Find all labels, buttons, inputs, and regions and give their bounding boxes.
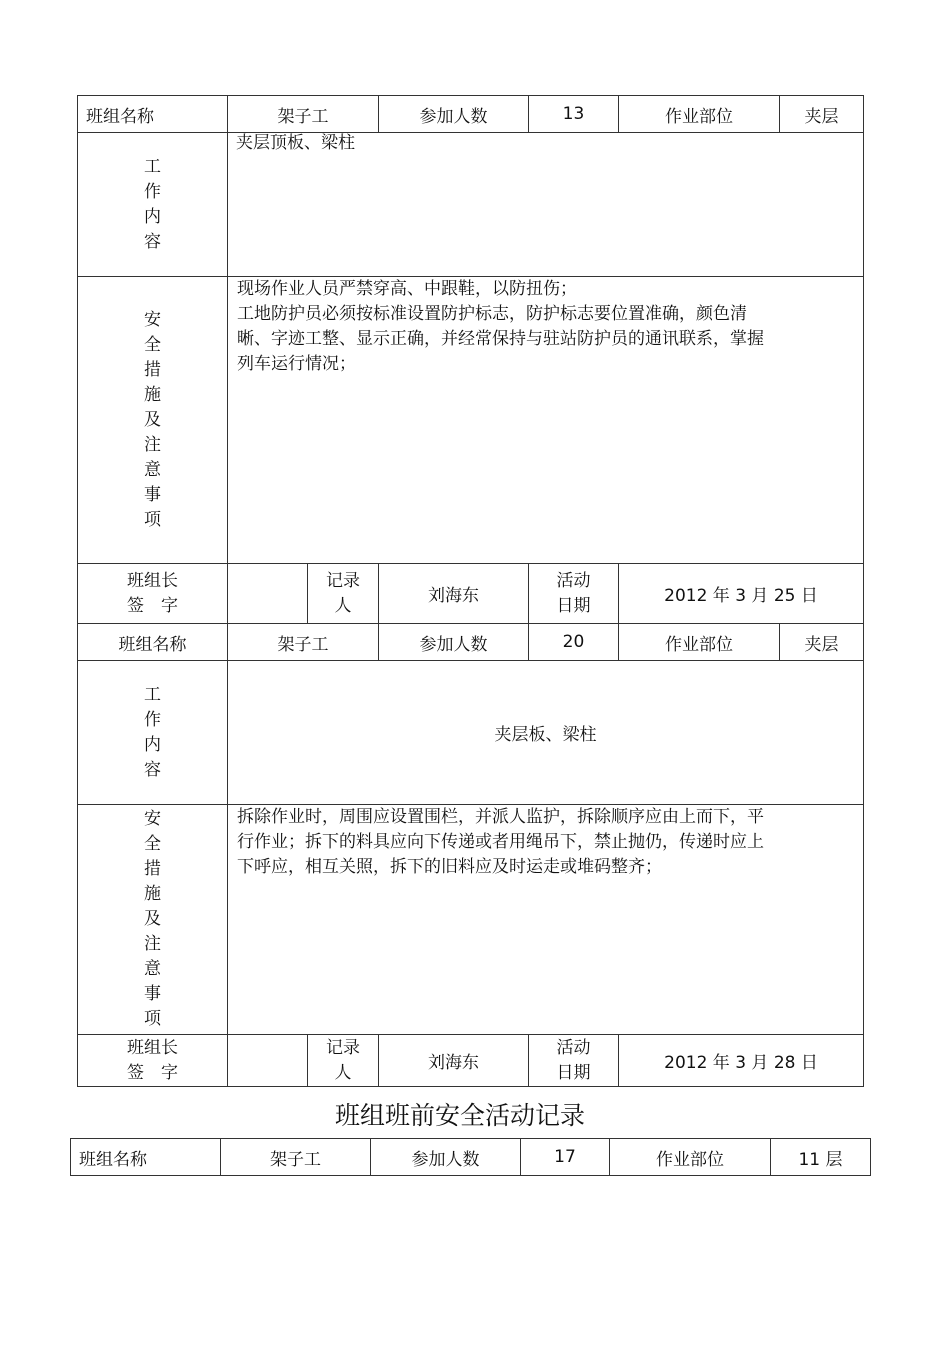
team-name-value: 架子工 <box>228 624 379 661</box>
recorder-label <box>308 1035 379 1087</box>
label-char: 内 <box>144 734 161 755</box>
recorder-name: 刘海东 <box>379 564 529 624</box>
activity-record-table-3 <box>70 1138 871 1176</box>
activity-date-value: 2012 年 3 月 28 日 <box>619 1035 864 1087</box>
label-char: 安 <box>144 809 161 829</box>
label-char: 容 <box>144 231 161 252</box>
recorder-label <box>308 564 379 624</box>
label-char: 注 <box>144 434 161 455</box>
label-char: 作 <box>144 181 161 202</box>
work-content-value: 夹层板、梁柱 <box>228 661 864 805</box>
label-char: 事 <box>144 484 161 505</box>
safety-measures-label <box>78 805 228 1035</box>
participant-count-value: 20 <box>529 624 619 661</box>
team-name-label: 班组名称 <box>78 624 228 661</box>
leader-sign-label <box>78 564 228 624</box>
label-char: 及 <box>144 909 161 929</box>
label-char: 工 <box>144 684 161 705</box>
team-name-label: 班组名称 <box>78 96 228 133</box>
activity-date-value: 2012 年 3 月 25 日 <box>619 564 864 624</box>
work-content-value: 夹层顶板、梁柱 <box>228 133 864 277</box>
participant-count-label: 参加人数 <box>379 624 529 661</box>
label-char: 措 <box>144 859 161 879</box>
label-char: 施 <box>144 884 161 904</box>
label-line: 签 字 <box>127 595 178 616</box>
label-line: 记录 <box>326 570 360 591</box>
work-content-label <box>78 133 228 277</box>
page-title: 班组班前安全活动记录 <box>334 1101 585 1130</box>
label-char: 安 <box>144 309 161 330</box>
recorder-name: 刘海东 <box>379 1035 529 1087</box>
label-char: 及 <box>144 409 161 430</box>
label-char: 施 <box>144 384 161 405</box>
label-char: 内 <box>144 206 161 227</box>
label-char: 项 <box>144 1009 161 1029</box>
work-location-label: 作业部位 <box>610 1139 771 1176</box>
leader-signature <box>228 564 308 624</box>
label-char: 容 <box>144 759 161 780</box>
participant-count-value: 17 <box>521 1139 610 1176</box>
leader-sign-label <box>78 1035 228 1087</box>
team-name-value: 架子工 <box>228 96 379 133</box>
label-line: 日期 <box>556 1062 591 1083</box>
safety-measures-label <box>78 277 228 564</box>
label-char: 工 <box>144 156 161 177</box>
safety-line: 现场作业人员严禁穿高、中跟鞋，以防扭伤； <box>237 279 577 299</box>
activity-record-table-1 <box>77 95 864 1087</box>
work-content-label <box>78 661 228 805</box>
label-char: 全 <box>144 834 161 854</box>
label-line: 日期 <box>556 595 591 616</box>
work-location-value: 11 层 <box>771 1139 871 1176</box>
label-line: 活动 <box>556 570 591 591</box>
label-char: 措 <box>144 359 161 380</box>
safety-measures-text <box>228 277 864 564</box>
participant-count-value: 13 <box>529 96 619 133</box>
label-char: 全 <box>144 334 161 355</box>
safety-line: 工地防护员必须按标准设置防护标志，防护标志要位置准确，颜色清晰、字迹工整、显示正确，并经常保持与驻站防护员的通讯联系，掌握列车运行情况； <box>237 304 764 374</box>
label-line: 活动 <box>556 1037 591 1058</box>
label-line: 签 字 <box>127 1062 178 1083</box>
label-char: 意 <box>144 959 161 979</box>
team-name-value: 架子工 <box>221 1139 371 1176</box>
label-char: 意 <box>144 459 161 480</box>
label-line: 人 <box>334 595 352 616</box>
activity-date-label <box>529 1035 619 1087</box>
safety-measures-text <box>228 805 864 1035</box>
activity-date-label <box>529 564 619 624</box>
work-location-value: 夹层 <box>780 96 864 133</box>
participant-count-label: 参加人数 <box>379 96 529 133</box>
work-location-label: 作业部位 <box>619 96 780 133</box>
team-name-label: 班组名称 <box>71 1139 221 1176</box>
label-line: 班组长 <box>127 1037 178 1058</box>
label-char: 作 <box>144 709 161 730</box>
work-location-value: 夹层 <box>780 624 864 661</box>
safety-line: 拆除作业时，周围应设置围栏，并派人监护，拆除顺序应由上而下，平行作业；拆下的料具应向下传递或者用绳吊下，禁止抛仍，传递时应上下呼应，相互关照，拆下的旧料应及时运走或堆码整齐； <box>237 807 764 877</box>
label-line: 班组长 <box>127 570 178 591</box>
label-char: 事 <box>144 984 161 1004</box>
label-line: 人 <box>334 1062 352 1083</box>
participant-count-label: 参加人数 <box>371 1139 521 1176</box>
label-char: 项 <box>144 509 161 530</box>
label-char: 注 <box>144 934 161 954</box>
label-line: 记录 <box>326 1037 360 1058</box>
work-location-label: 作业部位 <box>619 624 780 661</box>
leader-signature <box>228 1035 308 1087</box>
